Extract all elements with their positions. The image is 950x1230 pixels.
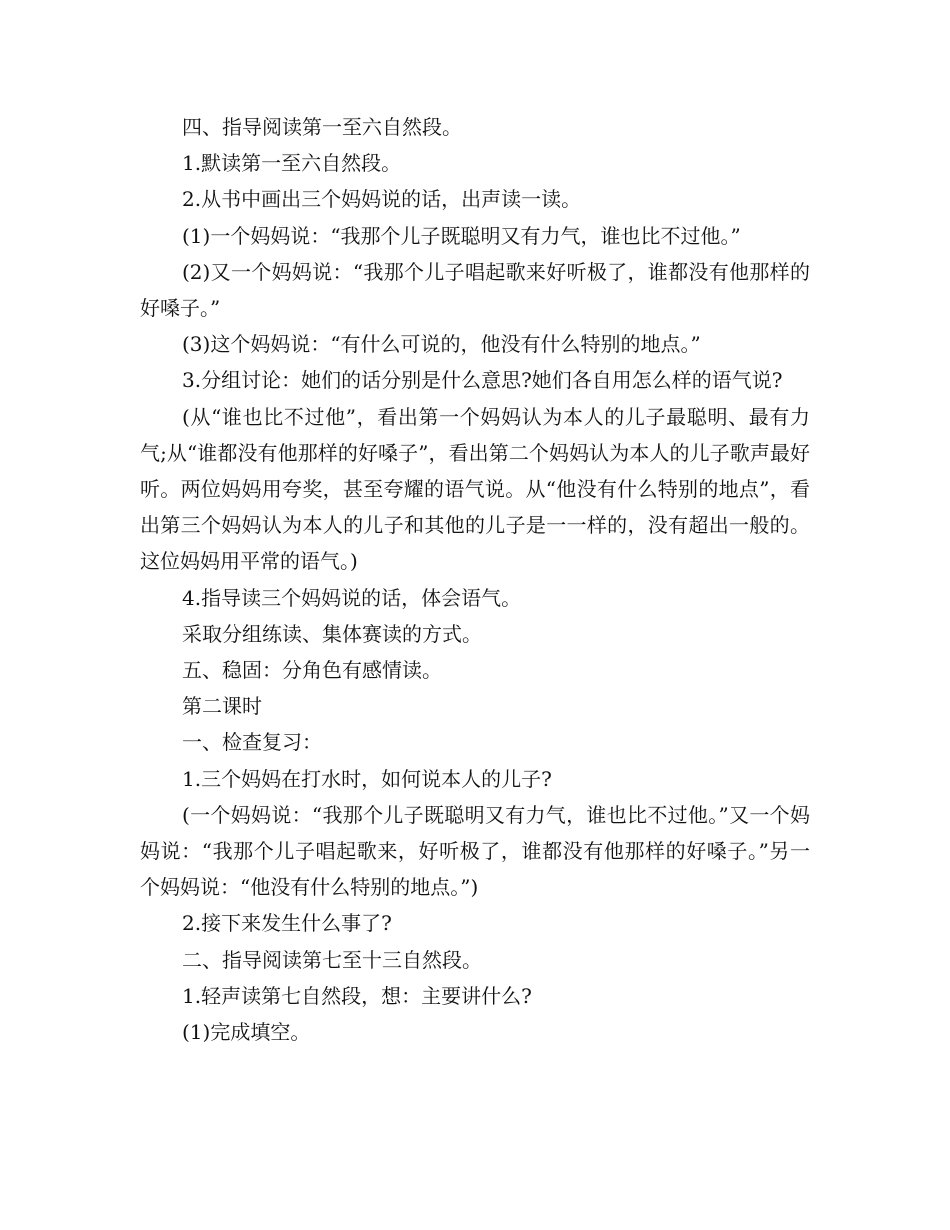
paragraph: 2.接下来发生什么事了? [182,911,392,936]
paragraph: (3)这个妈妈说：“有什么可说的，他没有什么特别的地点。” [182,332,701,357]
paragraph: 2.从书中画出三个妈妈说的话，出声读一读。 [182,187,582,212]
paragraph: 1.三个妈妈在打水时，如何说本人的儿子? [182,766,552,791]
paragraph: (1)一个妈妈说：“我那个儿子既聪明又有力气，谁也比不过他。” [182,223,741,248]
paragraph: (2)又一个妈妈说：“我那个儿子唱起歌来好听极了，谁都没有他那样的好嗓子。” [140,259,810,321]
paragraph: 二、指导阅读第七至十三自然段。 [182,947,482,972]
paragraph: (1)完成填空。 [182,1020,311,1045]
paragraph: 一、检查复习： [182,730,322,755]
paragraph: 1.轻声读第七自然段，想：主要讲什么? [182,983,532,1008]
paragraph: (一个妈妈说：“我那个儿子既聪明又有力气，谁也比不过他。”又一个妈妈说：“我那个儿子唱起歌来，好听极了，谁都没有他那样的好嗓子。”另一个妈妈说：“他没有什么特别的地点。”) [140,802,810,900]
paragraph: 四、指导阅读第一至六自然段。 [182,115,462,139]
paragraph: 五、稳固：分角色有感情读。 [182,658,442,683]
paragraph: 采取分组练读、集体赛读的方式。 [182,621,482,646]
paragraph: 3.分组讨论：她们的话分别是什么意思?她们各自用怎么样的语气说? [182,368,783,393]
paragraph: 1.默读第一至六自然段。 [182,151,402,176]
paragraph: 第二课时 [182,694,262,719]
paragraph: (从“谁也比不过他”，看出第一个妈妈认为本人的儿子最聪明、最有力气;从“谁都没有他那样的好嗓子”，看出第二个妈妈认为本人的儿子歌声最好听。两位妈妈用夸奖，甚至夸耀的语气说。从“他没有什么特别的地点”，看出第三个妈妈认为本人的儿子和其他的儿子是一一样的，没有超出一般的。这位妈妈用平常的语气。) [140,404,810,574]
paragraph: 4.指导读三个妈妈说的话，体会语气。 [182,585,522,610]
